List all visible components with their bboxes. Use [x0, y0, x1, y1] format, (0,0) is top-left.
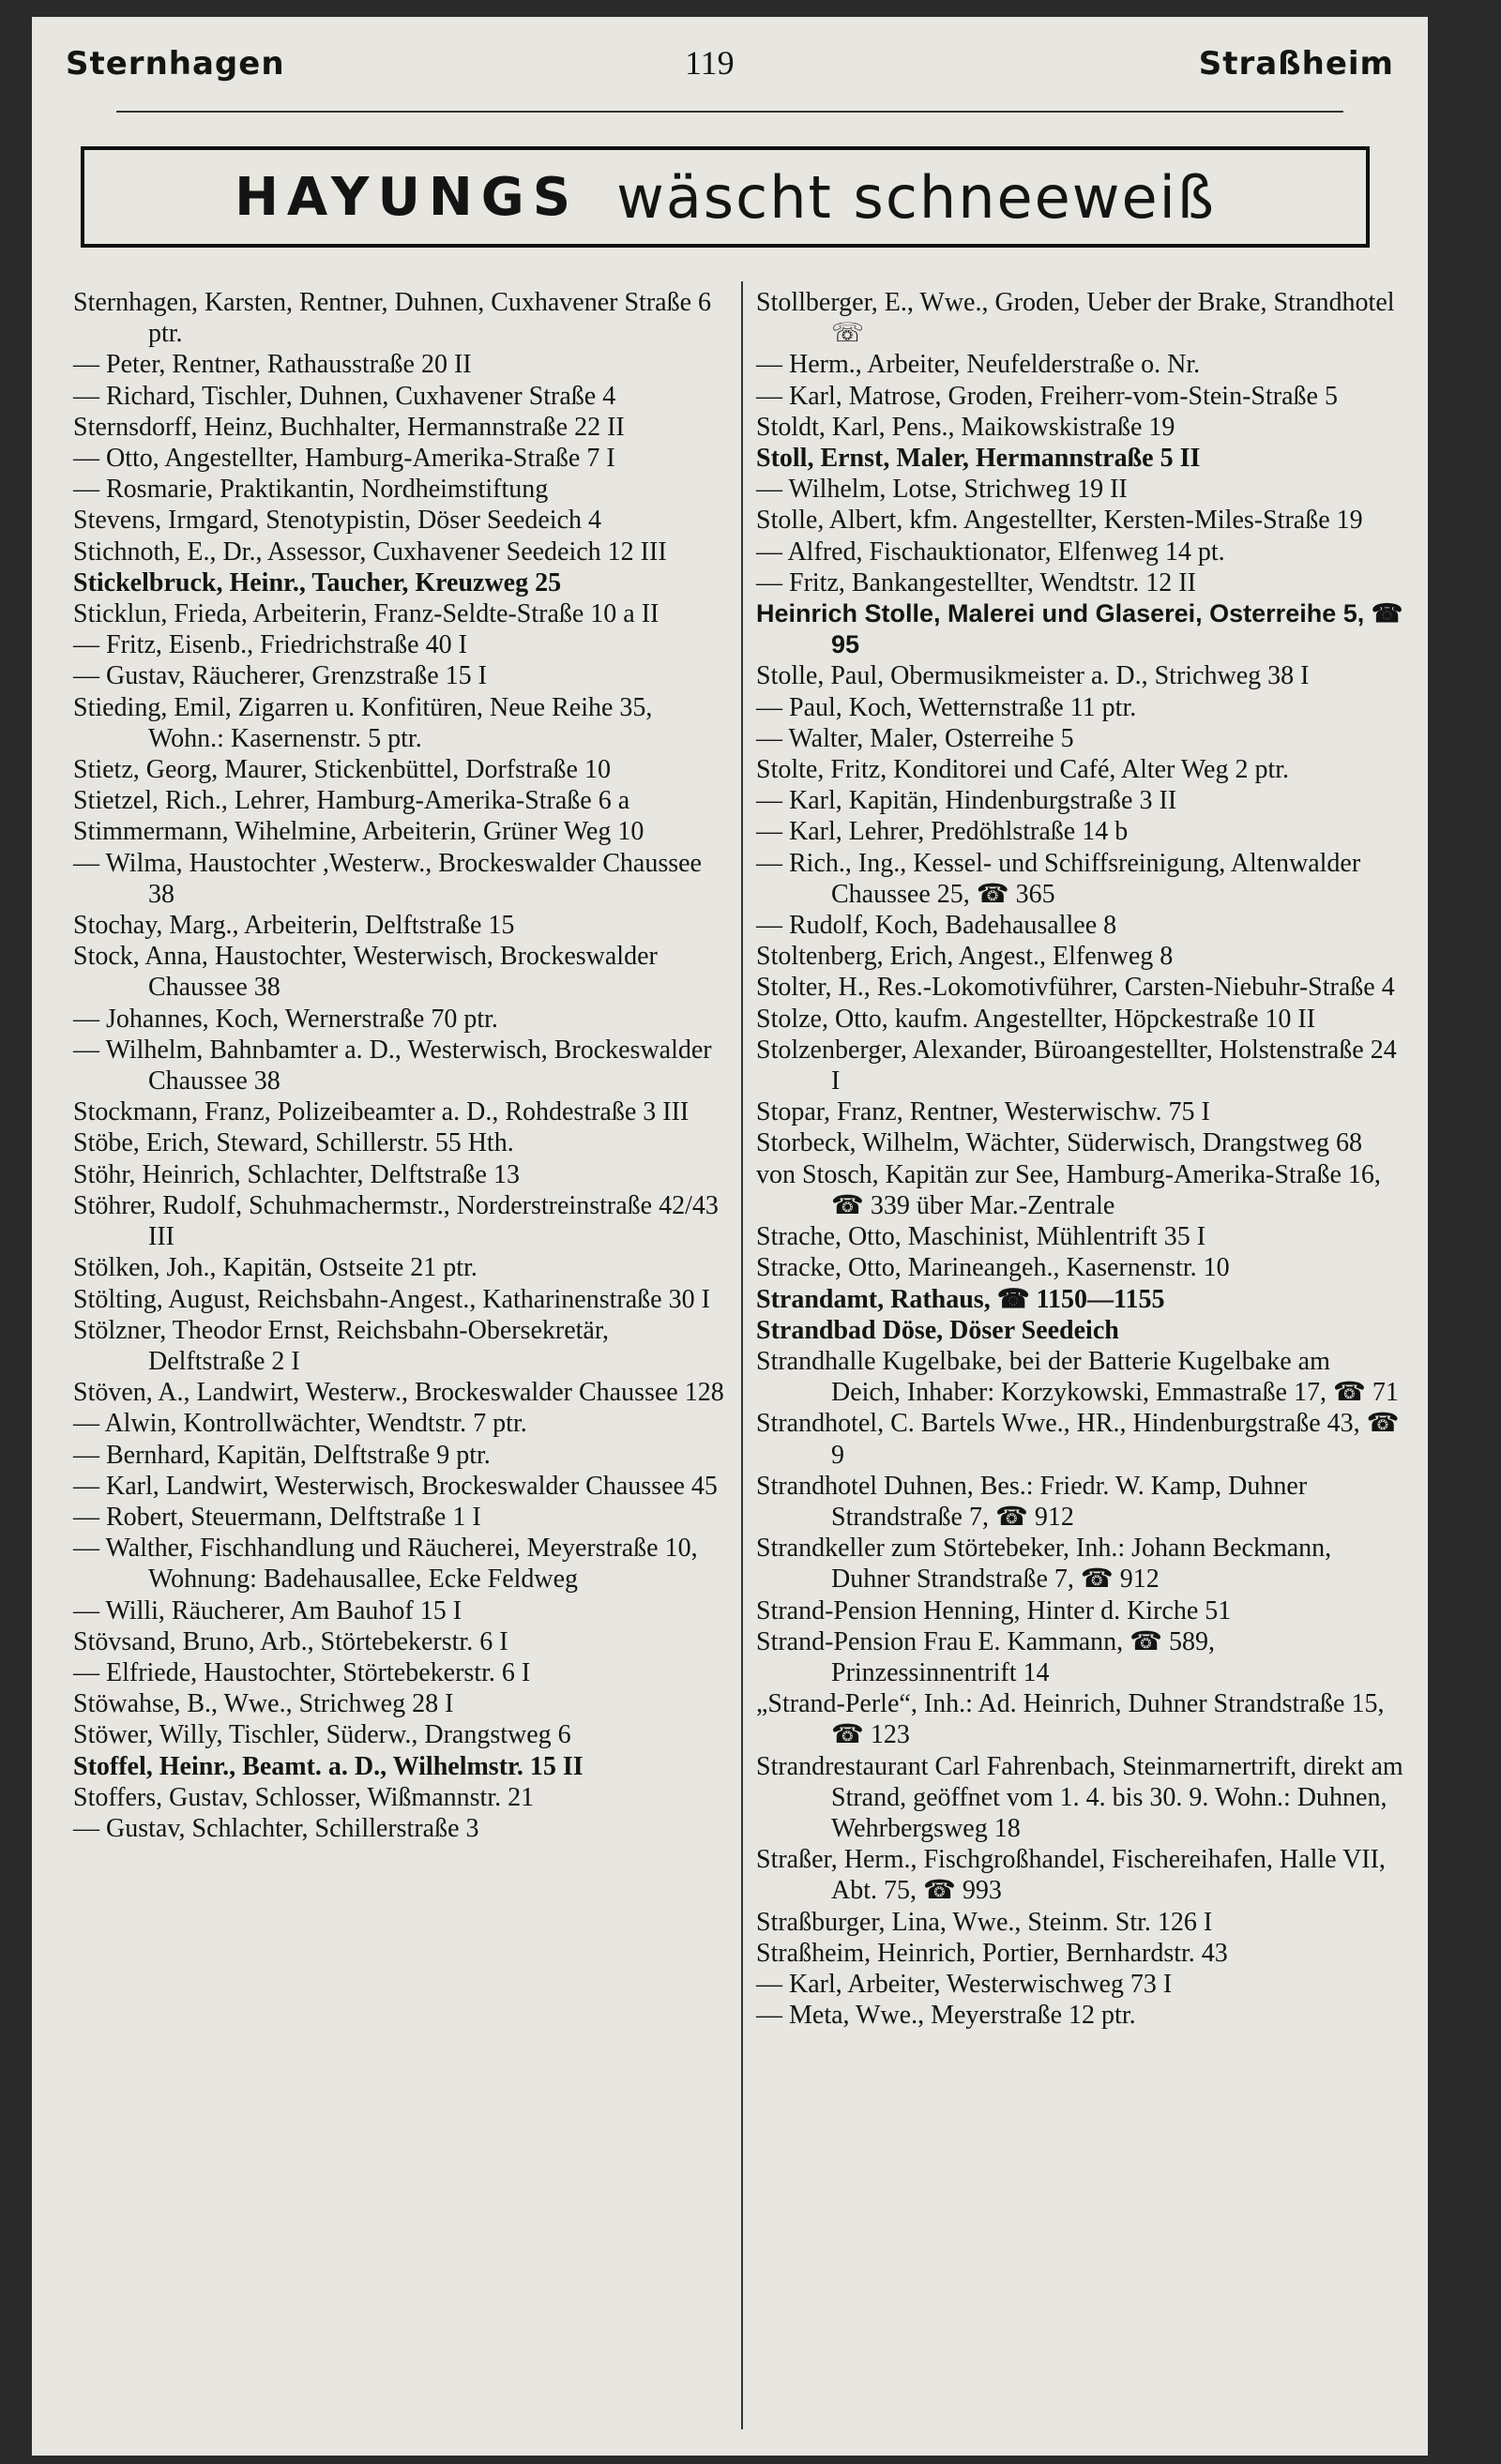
directory-entry: — Richard, Tischler, Duhnen, Cuxhavener Straße 4	[73, 381, 616, 411]
directory-entry: — Gustav, Schlachter, Schillerstraße 3	[73, 1813, 479, 1843]
directory-entry: von Stosch, Kapitän zur See, Hamburg-Amerika-Straße 16, ☎ 339 über Mar.-Zentrale	[756, 1159, 1381, 1220]
directory-entry: Heinrich Stolle, Malerei und Glaserei, Osterreihe 5, ☎ 95	[756, 599, 1403, 659]
directory-entry: Strandhotel Duhnen, Bes.: Friedr. W. Kamp, Duhner Strandstraße 7, ☎ 912	[756, 1471, 1308, 1532]
directory-entry: Strache, Otto, Maschinist, Mühlentrift 35 I	[756, 1222, 1206, 1252]
directory-entry: Stoltenberg, Erich, Angest., Elfenweg 8	[756, 942, 1174, 972]
directory-entry: Stöbe, Erich, Steward, Schillerstr. 55 Hth.	[73, 1128, 514, 1158]
directory-entry: — Paul, Koch, Wetternstraße 11 ptr.	[756, 692, 1137, 722]
directory-entry: Straßer, Herm., Fischgroßhandel, Fischereihafen, Halle VII, Abt. 75, ☎ 993	[756, 1845, 1386, 1906]
directory-entry: Strandkeller zum Störtebeker, Inh.: Johann Beckmann, Duhner Strandstraße 7, ☎ 912	[756, 1534, 1332, 1595]
directory-entry: Stolte, Fritz, Konditorei und Café, Alter Weg 2 ptr.	[756, 755, 1290, 785]
directory-entry: Sticklun, Frieda, Arbeiterin, Franz-Seldte-Straße 10 a II	[73, 599, 660, 629]
advertisement-banner	[81, 146, 1370, 248]
directory-entry: — Alfred, Fischauktionator, Elfenweg 14 pt.	[756, 537, 1225, 567]
directory-entry: Stochay, Marg., Arbeiterin, Delftstraße 15	[73, 911, 515, 941]
header-first-name: Sternhagen	[66, 45, 285, 83]
directory-entry: Stracke, Otto, Marineangeh., Kasernenstr. 10	[756, 1253, 1230, 1283]
directory-entry: Stoffel, Heinr., Beamt. a. D., Wilhelmstr. 15 II	[73, 1751, 584, 1781]
directory-entry: — Willi, Räucherer, Am Bauhof 15 I	[73, 1595, 462, 1625]
directory-entry: — Wilhelm, Bahnbamter a. D., Westerwisch, Brockeswalder Chaussee 38	[73, 1035, 712, 1096]
directory-entry: — Johannes, Koch, Wernerstraße 70 ptr.	[73, 1004, 498, 1034]
page-number: 119	[685, 44, 735, 82]
directory-entry: Stieding, Emil, Zigarren u. Konfitüren, Neue Reihe 35, Wohn.: Kasernenstr. 5 ptr.	[73, 692, 653, 753]
directory-entry: Stöhr, Heinrich, Schlachter, Delftstraße 13	[73, 1159, 520, 1189]
directory-entry: — Karl, Lehrer, Predöhlstraße 14 b	[756, 817, 1129, 847]
directory-entry: Stöhrer, Rudolf, Schuhmachermstr., Norderstreinstraße 42/43 III	[73, 1190, 719, 1252]
directory-entry: — Rudolf, Koch, Badehausallee 8	[756, 911, 1117, 941]
directory-entry: — Otto, Angestellter, Hamburg-Amerika-Straße 7 I	[73, 444, 615, 474]
directory-entry: Stolze, Otto, kaufm. Angestellter, Höpckestraße 10 II	[756, 1004, 1316, 1034]
directory-entry: — Karl, Matrose, Groden, Freiherr-vom-Stein-Straße 5	[756, 381, 1338, 411]
directory-entry: Stopar, Franz, Rentner, Westerwischw. 75 I	[756, 1097, 1210, 1127]
directory-entry: Stoll, Ernst, Maler, Hermannstraße 5 II	[756, 444, 1201, 474]
directory-entry: Sternsdorff, Heinz, Buchhalter, Hermannstraße 22 II	[73, 412, 625, 442]
directory-entry: Stietzel, Rich., Lehrer, Hamburg-Amerika-Straße 6 a	[73, 786, 630, 816]
directory-entry: — Fritz, Eisenb., Friedrichstraße 40 I	[73, 630, 467, 660]
directory-entry: — Alwin, Kontrollwächter, Wendtstr. 7 ptr.	[73, 1409, 527, 1439]
directory-entry: — Bernhard, Kapitän, Delftstraße 9 ptr.	[73, 1440, 491, 1470]
running-header	[66, 45, 1394, 94]
directory-entry: Stockmann, Franz, Polizeibeamter a. D., Rohdestraße 3 III	[73, 1097, 690, 1127]
directory-entry: Sternhagen, Karsten, Rentner, Duhnen, Cuxhavener Straße 6 ptr.	[73, 288, 712, 349]
left-column	[73, 287, 730, 1844]
directory-entry: Stichnoth, E., Dr., Assessor, Cuxhavener Seedeich 12 III	[73, 537, 667, 567]
directory-entry: — Meta, Wwe., Meyerstraße 12 ptr.	[756, 2001, 1136, 2031]
directory-entry: Strandhotel, C. Bartels Wwe., HR., Hindenburgstraße 43, ☎ 9	[756, 1409, 1400, 1470]
directory-entry: — Karl, Landwirt, Westerwisch, Brockeswalder Chaussee 45	[73, 1471, 718, 1501]
directory-entry: Stoldt, Karl, Pens., Maikowskistraße 19	[756, 412, 1175, 442]
header-rule	[116, 111, 1343, 113]
directory-entry: Stölken, Joh., Kapitän, Ostseite 21 ptr.	[73, 1253, 478, 1283]
directory-entry: Stölting, August, Reichsbahn-Angest., Katharinenstraße 30 I	[73, 1284, 710, 1314]
directory-page	[32, 17, 1428, 2456]
directory-entry: — Peter, Rentner, Rathausstraße 20 II	[73, 350, 472, 380]
right-column	[756, 287, 1405, 2031]
banner-slogan: wäscht schneeweiß	[616, 162, 1216, 232]
directory-entry: Stimmermann, Wihelmine, Arbeiterin, Grüner Weg 10	[73, 817, 644, 847]
directory-entry: Stoffers, Gustav, Schlosser, Wißmannstr. 21	[73, 1782, 535, 1812]
directory-entry: Straßheim, Heinrich, Portier, Bernhardstr. 43	[756, 1938, 1228, 1968]
directory-entry: Stietz, Georg, Maurer, Stickenbüttel, Dorfstraße 10	[73, 755, 611, 785]
directory-entry: Stöwahse, B., Wwe., Strichweg 28 I	[73, 1689, 454, 1719]
directory-entry: Strandbad Döse, Döser Seedeich	[756, 1315, 1119, 1345]
directory-entry: — Karl, Arbeiter, Westerwischweg 73 I	[756, 1969, 1173, 1999]
directory-entry: Strand-Pension Henning, Hinter d. Kirche 51	[756, 1595, 1232, 1625]
directory-entry: Strand-Pension Frau E. Kammann, ☎ 589, Prinzessinnentrift 14	[756, 1626, 1216, 1687]
directory-entry: Stölzner, Theodor Ernst, Reichsbahn-Obersekretär, Delftstraße 2 I	[73, 1315, 610, 1376]
directory-entry: Stock, Anna, Haustochter, Westerwisch, Brockeswalder Chaussee 38	[73, 942, 658, 1003]
directory-entry: — Fritz, Bankangestellter, Wendtstr. 12 II	[756, 567, 1196, 597]
banner-brand: HAYUNGS	[235, 166, 580, 228]
directory-entry: Stolter, H., Res.-Lokomotivführer, Carsten-Niebuhr-Straße 4	[756, 973, 1395, 1003]
directory-entry: — Karl, Kapitän, Hindenburgstraße 3 II	[756, 786, 1177, 816]
directory-entry: — Wilma, Haustochter ,Westerw., Brockeswalder Chaussee 38	[73, 848, 702, 909]
directory-entry: Stolle, Paul, Obermusikmeister a. D., Strichweg 38 I	[756, 661, 1310, 691]
directory-entry: Strandrestaurant Carl Fahrenbach, Steinmarnertrift, direkt am Strand, geöffnet vom 1. 4. bis 30. 9. Wohn.: Duhnen, Wehrbergsweg 18	[756, 1751, 1403, 1843]
directory-entry: Stevens, Irmgard, Stenotypistin, Döser Seedeich 4	[73, 506, 602, 536]
directory-entry: Straßburger, Lina, Wwe., Steinm. Str. 126 I	[756, 1907, 1213, 1937]
directory-entry: Strandamt, Rathaus, ☎ 1150—1155	[756, 1284, 1165, 1314]
directory-entry: Stolle, Albert, kfm. Angestellter, Kersten-Miles-Straße 19	[756, 506, 1363, 536]
directory-entry: Stolzenberger, Alexander, Büroangestellter, Holstenstraße 24 I	[756, 1035, 1397, 1096]
header-last-name: Straßheim	[1198, 45, 1394, 83]
directory-entry: — Walther, Fischhandlung und Räucherei, Meyerstraße 10, Wohnung: Badehausallee, Ecke Feldweg	[73, 1534, 698, 1595]
directory-entry: — Herm., Arbeiter, Neufelderstraße o. Nr.	[756, 350, 1201, 380]
directory-entry: Stöven, A., Landwirt, Westerw., Brockeswalder Chaussee 128	[73, 1378, 724, 1408]
directory-entry: — Elfriede, Haustochter, Störtebekerstr. 6 I	[73, 1657, 531, 1687]
directory-entry: — Walter, Maler, Osterreihe 5	[756, 723, 1074, 753]
directory-entry: — Rich., Ing., Kessel- und Schiffsreinigung, Altenwalder Chaussee 25, ☎ 365	[756, 848, 1361, 909]
directory-entry: — Rosmarie, Praktikantin, Nordheimstiftung	[73, 475, 549, 505]
directory-entry: — Wilhelm, Lotse, Strichweg 19 II	[756, 475, 1128, 505]
directory-entry: Stollberger, E., Wwe., Groden, Ueber der Brake, Strandhotel ☏	[756, 288, 1395, 349]
directory-entry: — Robert, Steuermann, Delftstraße 1 I	[73, 1502, 481, 1532]
directory-entry: Storbeck, Wilhelm, Wächter, Süderwisch, Drangstweg 68	[756, 1128, 1363, 1158]
directory-entry: — Gustav, Räucherer, Grenzstraße 15 I	[73, 661, 487, 691]
directory-entry: Strandhalle Kugelbake, bei der Batterie Kugelbake am Deich, Inhaber: Korzykowski, Emmastraße 17, ☎ 71	[756, 1346, 1399, 1408]
directory-entry: „Strand-Perle“, Inh.: Ad. Heinrich, Duhner Strandstraße 15, ☎ 123	[756, 1689, 1385, 1750]
directory-entry: Stöwer, Willy, Tischler, Süderw., Drangstweg 6	[73, 1720, 571, 1750]
column-divider	[741, 281, 743, 2429]
directory-entry: Stickelbruck, Heinr., Taucher, Kreuzweg 25	[73, 567, 562, 597]
directory-entry: Stövsand, Bruno, Arb., Störtebekerstr. 6 I	[73, 1626, 508, 1656]
